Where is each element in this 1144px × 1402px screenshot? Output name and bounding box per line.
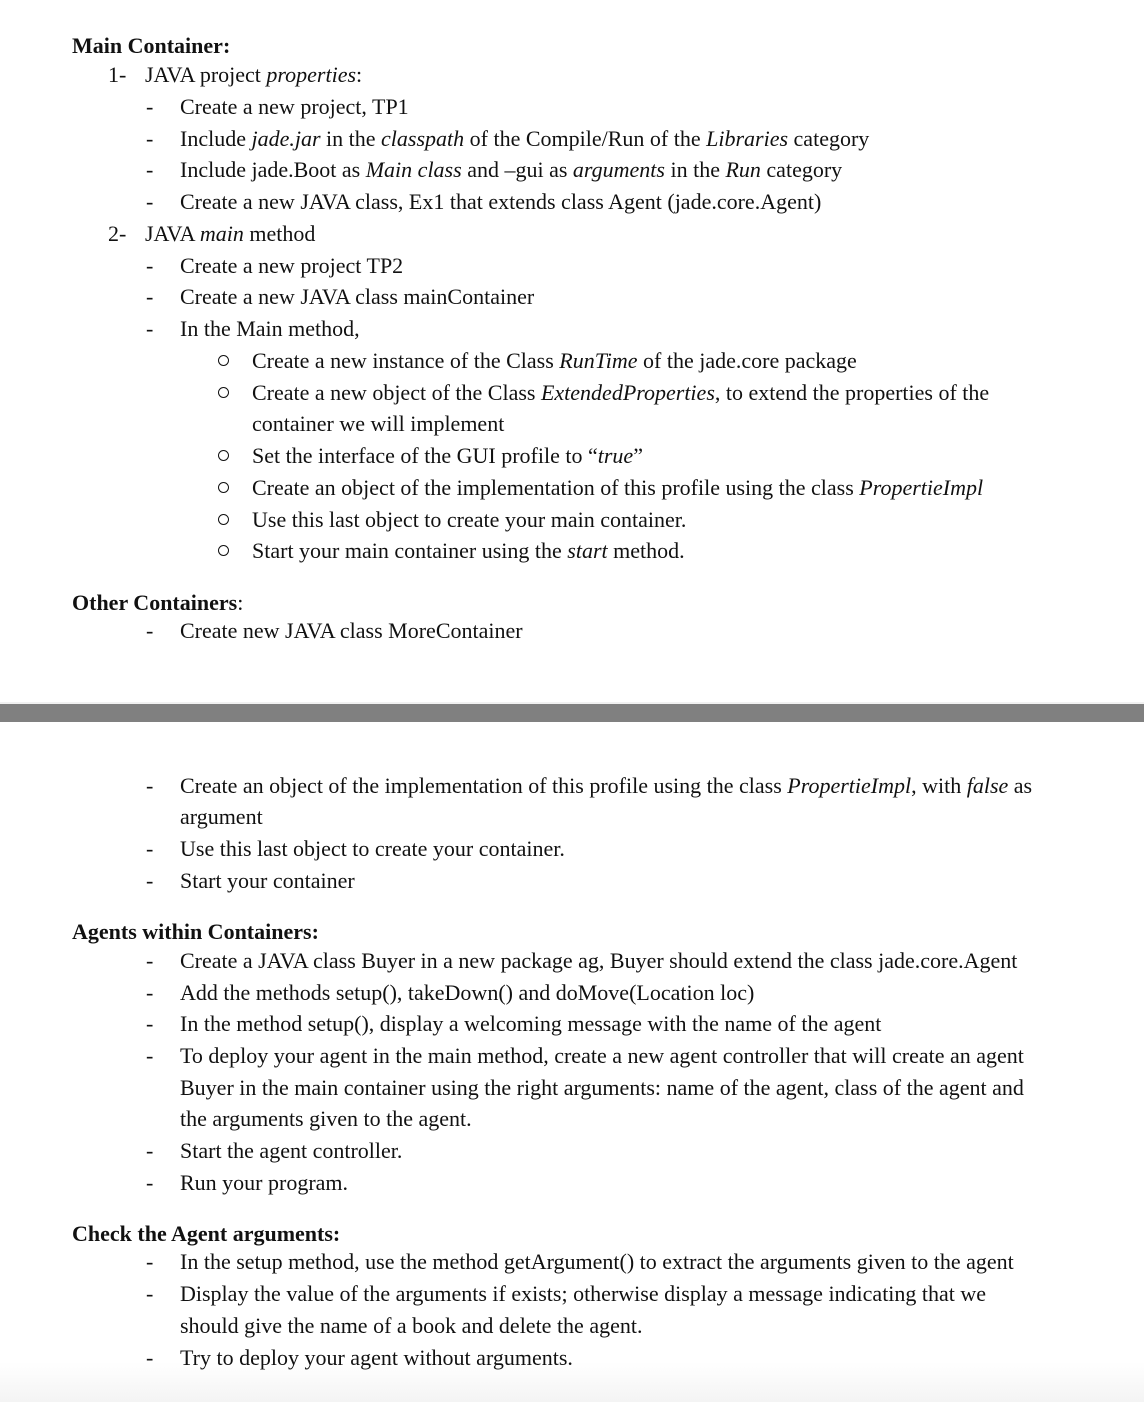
list-item: Create a new JAVA class, Ex1 that extends class Agent (jade.core.Agent) — [180, 189, 822, 214]
bullet-dash: - — [146, 618, 154, 643]
bullet-dash: - — [146, 836, 154, 861]
circle-bullet-icon — [218, 387, 229, 398]
step-1-number: 1- — [108, 62, 127, 87]
list-item: Create new JAVA class MoreContainer — [180, 618, 523, 643]
list-item: Display the value of the arguments if exists; otherwise display a message indicating that we — [180, 1281, 987, 1306]
list-item: In the method setup(), display a welcoming message with the name of the agent — [180, 1011, 882, 1036]
bullet-dash: - — [146, 1170, 154, 1195]
list-item: Try to deploy your agent without arguments. — [180, 1345, 573, 1370]
bullet-dash: - — [146, 1138, 154, 1163]
other-containers-heading: Other Containers: — [72, 590, 244, 615]
bullet-dash: - — [146, 1281, 154, 1306]
step-2-title: JAVA main method — [145, 221, 316, 246]
sub-list-item: Create a new object of the Class ExtendedProperties, to extend the properties of the — [252, 380, 990, 405]
list-item-continuation: should give the name of a book and delete the agent. — [180, 1313, 643, 1338]
bullet-dash: - — [146, 189, 154, 214]
list-item: Include jade.Boot as Main class and –gui as arguments in the Run category — [180, 157, 843, 182]
bullet-dash: - — [146, 253, 154, 278]
circle-bullet-icon — [218, 450, 229, 461]
bullet-dash: - — [146, 316, 154, 341]
sub-list-item: Create an object of the implementation of this profile using the class PropertieImpl — [252, 475, 984, 500]
bullet-dash: - — [146, 126, 154, 151]
bullet-dash: - — [146, 773, 154, 798]
sub-list-item: Use this last object to create your main container. — [252, 507, 687, 532]
list-item: Create a new project, TP1 — [180, 94, 409, 119]
circle-bullet-icon — [218, 482, 229, 493]
page-divider — [0, 704, 1144, 722]
sub-list-item: Set the interface of the GUI profile to “true” — [252, 443, 643, 468]
list-item: Use this last object to create your container. — [180, 836, 565, 861]
list-item: Create an object of the implementation of this profile using the class PropertieImpl, with false as — [180, 773, 1033, 798]
list-item: Create a new JAVA class mainContainer — [180, 284, 535, 309]
agents-heading: Agents within Containers: — [72, 919, 319, 944]
list-item: To deploy your agent in the main method, create a new agent controller that will create an agent — [180, 1043, 1024, 1068]
circle-bullet-icon — [218, 514, 229, 525]
bullet-dash: - — [146, 284, 154, 309]
sub-list-item: Create a new instance of the Class RunTime of the jade.core package — [252, 348, 857, 373]
list-item: In the setup method, use the method getArgument() to extract the arguments given to the agent — [180, 1249, 1014, 1274]
list-item: Start the agent controller. — [180, 1138, 403, 1163]
bullet-dash: - — [146, 1249, 154, 1274]
bullet-dash: - — [146, 1043, 154, 1068]
list-item: Include jade.jar in the classpath of the Compile/Run of the Libraries category — [180, 126, 870, 151]
bullet-dash: - — [146, 1345, 154, 1370]
circle-bullet-icon — [218, 355, 229, 366]
bullet-dash: - — [146, 157, 154, 182]
sub-list-item: Start your main container using the start method. — [252, 538, 685, 563]
bullet-dash: - — [146, 94, 154, 119]
list-item: Start your container — [180, 868, 355, 893]
bullet-dash: - — [146, 868, 154, 893]
document-page-2 — [0, 722, 1144, 1402]
list-item: Add the methods setup(), takeDown() and doMove(Location loc) — [180, 980, 755, 1005]
list-item: Run your program. — [180, 1170, 349, 1195]
list-item-continuation: Buyer in the main container using the right arguments: name of the agent, class of the agent and — [180, 1075, 1024, 1100]
bullet-dash: - — [146, 948, 154, 973]
main-container-heading: Main Container: — [72, 33, 231, 58]
list-item-continuation: argument — [180, 804, 263, 829]
list-item-continuation: the arguments given to the agent. — [180, 1106, 472, 1131]
check-arguments-heading: Check the Agent arguments: — [72, 1221, 341, 1246]
list-item: In the Main method, — [180, 316, 360, 341]
list-item: Create a new project TP2 — [180, 253, 404, 278]
list-item: Create a JAVA class Buyer in a new package ag, Buyer should extend the class jade.core.Agent — [180, 948, 1018, 973]
circle-bullet-icon — [218, 545, 229, 556]
bullet-dash: - — [146, 980, 154, 1005]
step-1-title: JAVA project properties: — [145, 62, 363, 87]
sub-list-item-continuation: container we will implement — [252, 411, 505, 436]
bullet-dash: - — [146, 1011, 154, 1036]
step-2-number: 2- — [108, 221, 127, 246]
